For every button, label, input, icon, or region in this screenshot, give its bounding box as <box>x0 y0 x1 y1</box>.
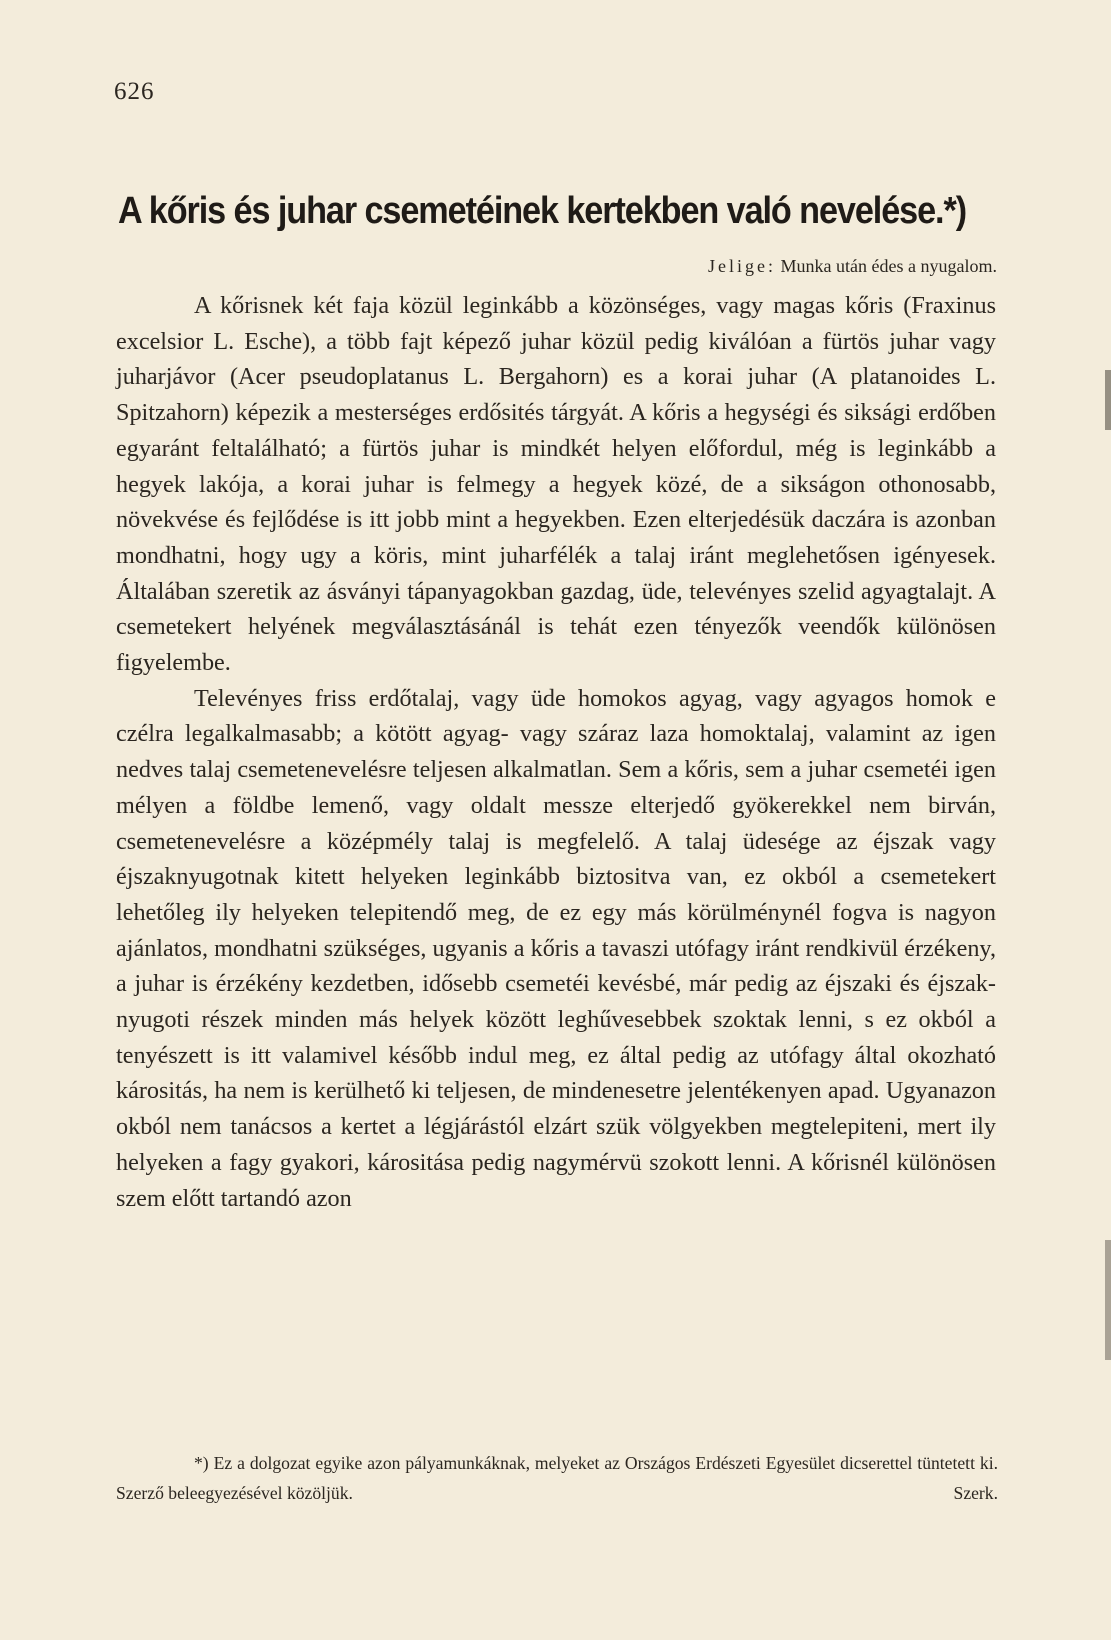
motto-text: Munka után édes a nyugalom. <box>780 256 997 276</box>
paragraph: Televényes friss erdőtalaj, vagy üde homokos agyag, vagy agyagos homok e czélra legalkalmasabb; a kötött agyag- vagy száraz laza homoktalaj, valamint az igen nedves talaj csemetenevelésre teljesen alkalmatlan. Sem a kőris, sem a juhar csemetéi igen mélyen a földbe lemenő, vagy oldalt messze elterjedő gyökerekkel nem birván, csemetenevelésre a középmély talaj is megfelelő. A talaj üdesége az éjszak vagy éjszaknyugotnak kitett helyeken leginkább biztositva van, ez okból a csemetekert lehetőleg ily helyeken telepitendő meg, de ez egy más körülménynél fogva is nagyon ajánlatos, mondhatni szükséges, ugyanis a kőris a tavaszi utófagy iránt rendkivül érzékeny, a juhar is érzékény kezdetben, idősebb csemetéi kevésbé, már pedig az éjszaki és éjszak-nyugoti részek minden más helyek között leghűvesebbek szoktak lenni, s ez okból a tenyészett is itt valamivel később indul meg, ez által pedig az utófagy által okozható kárositás, ha nem is kerülhető ki teljesen, de mindenesetre jelentékenyen apad. Ugyanazon okból nem tanácsos a kertet a légjárástól elzárt szük völgyekben megtelepiteni, mert ily helyeken a fagy gyakori, kárositása pedig nagymérvü szokott lenni. A kőrisnél különösen szem előtt tartandó azon <box>116 684 996 1212</box>
article-body <box>116 288 996 1216</box>
spine-mark <box>1105 1240 1111 1360</box>
motto-label: Jelige: <box>708 256 777 276</box>
footnote-paragraph <box>116 1448 998 1508</box>
footnote-signature: Szerk. <box>953 1483 998 1503</box>
page-number: 626 <box>114 78 155 105</box>
spine-mark <box>1105 370 1111 430</box>
article-title: A kőris és juhar csemetéinek kertekben való nevelése.*) <box>118 190 967 232</box>
footnote-text: *) Ez a dolgozat egyike azon pályamunkáknak, melyeket az Országos Erdészeti Egyesület dicserettel tüntetett ki. Szerző beleegyezésével közöljük. <box>116 1453 998 1503</box>
motto <box>708 256 997 277</box>
paragraph: A kőrisnek két faja közül leginkább a közönséges, vagy magas kőris (Fraxinus excelsior L. Esche), a több fajt képező juhar közül pedig kiválóan a fürtös juhar vagy juharjávor (Acer pseudoplatanus L. Bergahorn) es a korai juhar (A platanoides L. Spitzahorn) képezik a mesterséges erdősités tárgyát. A kőris a hegységi és siksági erdőben egyaránt feltalálható; a fürtös juhar is mindkét helyen előfordul, még is leginkább a hegyek lakója, a korai juhar is felmegy a hegyek közé, de a sikságon othonosabb, növekvése és fejlődése is itt jobb mint a hegyekben. Ezen elterjedésük daczára is azonban mondhatni, hogy ugy a köris, mint juharfélék a talaj iránt meglehetősen igényesek. Általában szeretik az ásványi tápanyagokban gazdag, üde, televényes szelid agyagtalajt. A csemetekert helyének megválasztásánál is tehát ezen tényezők veendők különösen figyelembe. <box>116 292 996 677</box>
footnote <box>116 1448 998 1508</box>
